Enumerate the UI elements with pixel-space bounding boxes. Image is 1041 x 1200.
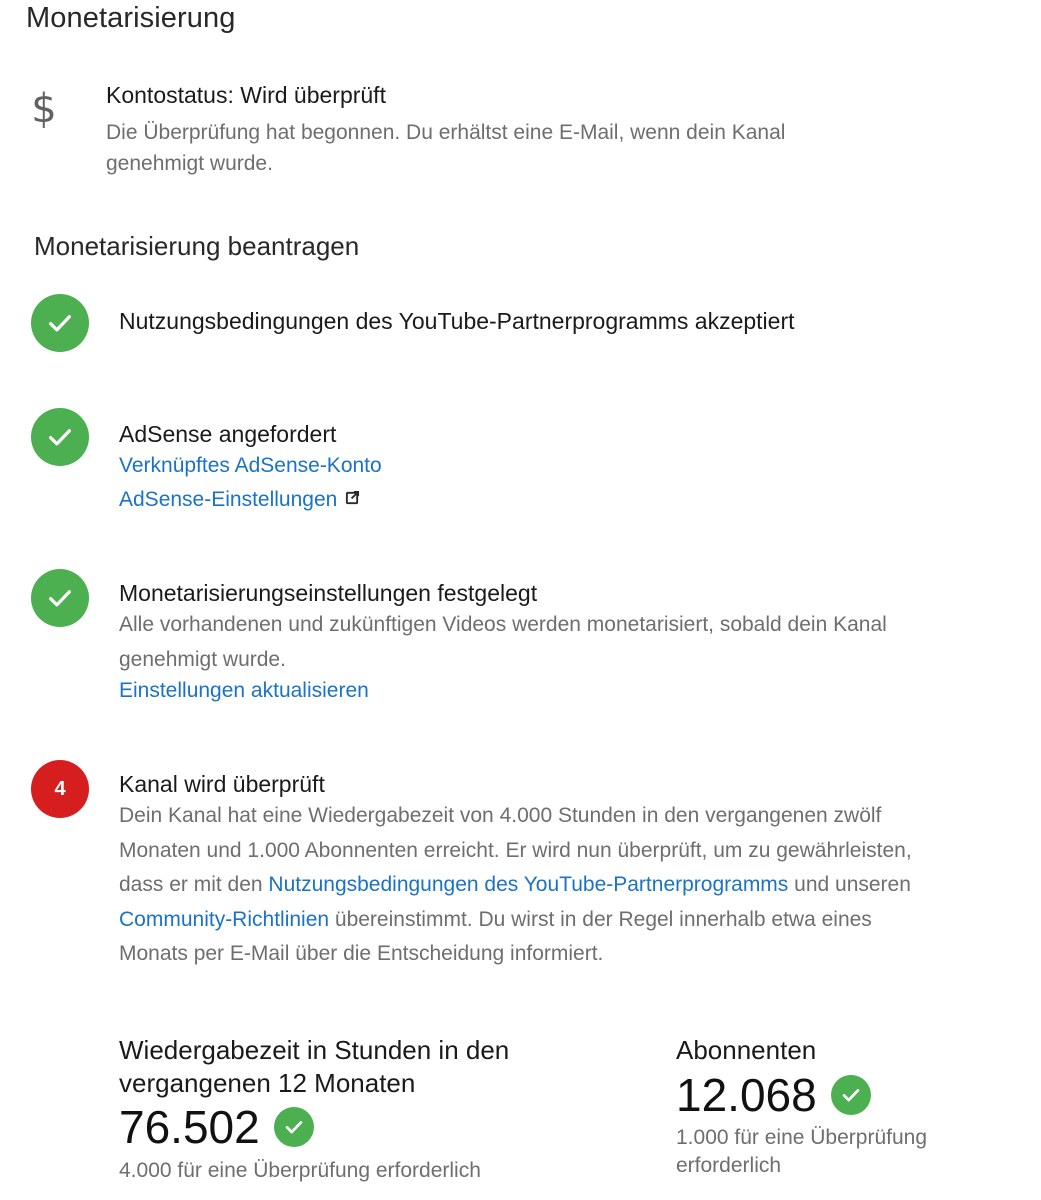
linked-adsense-account-link[interactable]: Verknüpftes AdSense-Konto — [119, 454, 382, 477]
open-external-icon — [345, 487, 360, 511]
watch-time-value: 76.502 — [119, 1101, 260, 1153]
subscribers-value: 12.068 — [676, 1069, 817, 1121]
step-3-description: Alle vorhandenen und zukünftigen Videos werden monetarisiert, sobald dein Kanal genehmigt wurde. — [119, 613, 887, 671]
step-1-title: Nutzungsbedingungen des YouTube-Partnerprogramms akzeptiert — [119, 308, 795, 334]
step-2-title: AdSense angefordert — [119, 421, 337, 447]
step-4-description — [119, 799, 944, 972]
step-1-check-icon — [31, 294, 89, 352]
dollar-icon: $ — [31, 86, 57, 132]
step-4-title: Kanal wird überprüft — [119, 771, 325, 797]
step-2-check-icon — [31, 408, 89, 466]
step-4-desc-part-1: Dein Kanal hat eine Wiedergabezeit von 4.000 Stunden in den vergangenen zwölf Monaten und 1.000 Abonnenten erreicht. Er wird nun überprüft, um zu gewährleisten, dass er mit den — [119, 804, 912, 896]
subscribers-check-icon — [831, 1075, 871, 1115]
page-title: Monetarisierung — [26, 2, 236, 34]
account-status-title: Kontostatus: Wird überprüft — [106, 82, 386, 108]
step-4-desc-part-3: übereinstimmt. Du wirst in der Regel innerhalb etwa eines Monats per E-Mail über die Entscheidung informiert. — [119, 907, 872, 965]
watch-time-check-icon — [274, 1107, 314, 1147]
subscribers-requirement: 1.000 für eine Überprüfung erforderlich — [676, 1126, 928, 1177]
adsense-settings-link-label[interactable]: AdSense-Einstellungen — [119, 488, 338, 511]
step-4-desc-part-2: und unseren — [788, 873, 911, 896]
account-status-description: Die Überprüfung hat begonnen. Du erhältst eine E-Mail, wenn dein Kanal genehmigt wurde. — [106, 121, 786, 175]
step-4-number-badge: 4 — [31, 760, 89, 818]
adsense-settings-link[interactable] — [119, 488, 360, 512]
watch-time-requirement: 4.000 für eine Überprüfung erforderlich — [119, 1159, 481, 1182]
subscribers-value-row — [676, 1068, 871, 1122]
update-settings-link[interactable]: Einstellungen aktualisieren — [119, 679, 369, 702]
subscribers-label: Abonnenten — [676, 1035, 817, 1065]
step-3-check-icon — [31, 569, 89, 627]
step-3-title: Monetarisierungseinstellungen festgelegt — [119, 580, 538, 606]
ypp-terms-link[interactable]: Nutzungsbedingungen des YouTube-Partnerprogramms — [268, 873, 789, 896]
watch-time-value-row — [119, 1100, 314, 1154]
section-title: Monetarisierung beantragen — [34, 231, 360, 261]
watch-time-label: Wiedergabezeit in Stunden in den vergangenen 12 Monaten — [119, 1035, 510, 1098]
community-guidelines-link[interactable]: Community-Richtlinien — [119, 907, 330, 931]
